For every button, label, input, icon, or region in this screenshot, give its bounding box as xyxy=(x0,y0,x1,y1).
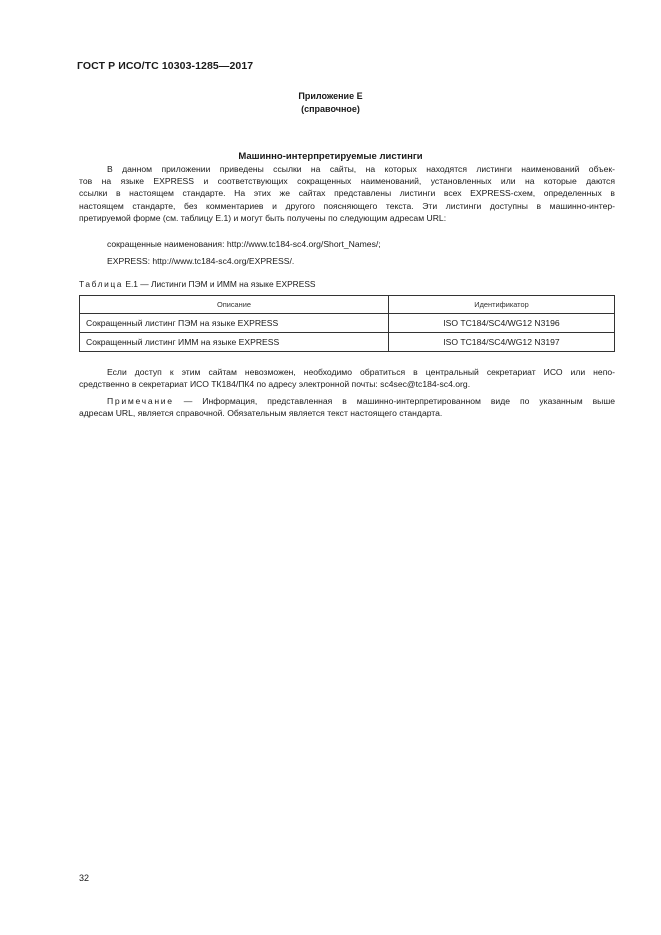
section-title: Машинно-интерпретируемые листинги xyxy=(238,151,423,162)
table-caption-text: Е.1 — Листинги ПЭМ и ИММ на языке EXPRESS xyxy=(123,279,316,289)
table-header-row xyxy=(80,296,615,314)
page-number: 32 xyxy=(79,873,90,883)
annex-title: Приложение Е xyxy=(298,91,363,101)
table-caption-prefix: Таблица xyxy=(79,279,124,289)
identifier-cell: ISO TC184/SC4/WG12 N3196 xyxy=(389,314,615,333)
access-line: средственно в секретариат ИСО ТК184/ПК4 по адресу электронной почты: sc4sec@tc184-sc4.org. xyxy=(79,379,471,390)
intro-paragraph xyxy=(79,163,615,224)
column-header-identifier: Идентификатор xyxy=(389,296,615,314)
note-paragraph xyxy=(79,395,615,419)
description-cell: Сокращенный листинг ПЭМ на языке EXPRESS xyxy=(80,314,389,333)
identifier-cell: ISO TC184/SC4/WG12 N3197 xyxy=(389,333,615,352)
note-label: Примечание xyxy=(107,396,174,406)
description-cell: Сокращенный листинг ИММ на языке EXPRESS xyxy=(80,333,389,352)
intro-line: В данном приложении приведены ссылки на сайты, на которых находятся листинги наименований объек- xyxy=(107,164,615,174)
table-row xyxy=(80,314,615,333)
intro-line: претируемой форме (см. таблицу Е.1) и могут быть получены по следующим адресам URL: xyxy=(79,212,447,223)
table-row xyxy=(80,333,615,352)
column-header-description: Описание xyxy=(80,296,389,314)
short-names-url: сокращенные наименования: http://www.tc184-sc4.org/Short_Names/; xyxy=(107,239,381,249)
note-text: — Информация, представленная в машинно-интерпретированном виде по указанным выше xyxy=(173,396,615,406)
annex-subtitle: (справочное) xyxy=(301,104,360,114)
intro-line: настоящем стандарте, без комментариев и другого поясняющего текста. Эти листинги доступны в машинно-интер- xyxy=(79,200,615,211)
intro-line: ссылки в настоящем стандарте. На этих же сайтах представлены листинги всех EXPRESS-схем, определенных в xyxy=(79,188,615,199)
listings-table xyxy=(79,295,615,352)
document-header: ГОСТ Р ИСО/ТС 10303-1285—2017 xyxy=(77,60,254,72)
intro-line: тов на языке EXPRESS и соответствующих сокращенных наименований, установленных или на которые даются xyxy=(79,176,615,187)
express-url: EXPRESS: http://www.tc184-sc4.org/EXPRESS/. xyxy=(107,256,295,266)
access-line: Если доступ к этим сайтам невозможен, необходимо обратиться в центральный секретариат ИСО или непо- xyxy=(107,367,615,377)
note-line: адресам URL, является справочной. Обязательным является текст настоящего стандарта. xyxy=(79,408,443,419)
note-line xyxy=(79,395,615,407)
annex-heading xyxy=(0,90,661,116)
access-paragraph xyxy=(79,366,615,390)
table-caption xyxy=(79,279,316,289)
